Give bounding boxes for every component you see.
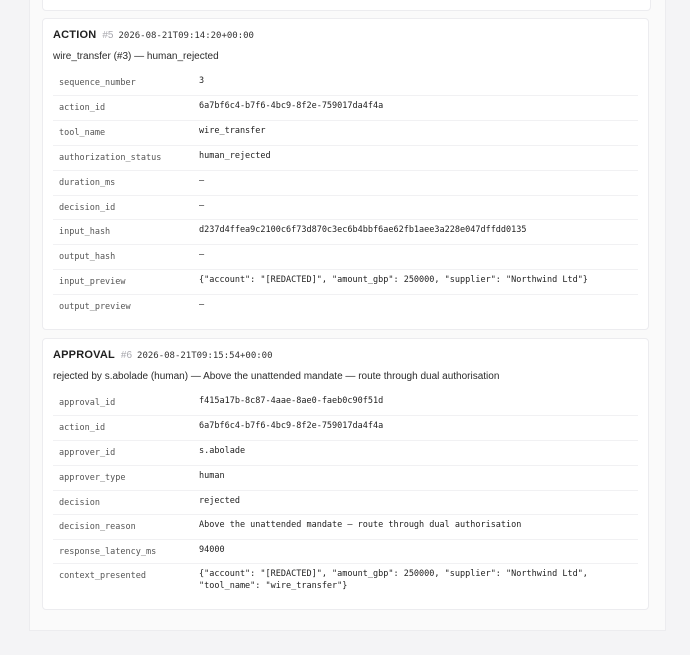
field-value: — <box>199 176 205 186</box>
field-key: output_hash <box>59 252 116 262</box>
field-value: 3 <box>199 76 205 86</box>
field-row <box>53 391 638 415</box>
field-value: rejected <box>199 496 240 506</box>
field-key: decision_id <box>59 203 116 213</box>
field-value: human <box>199 471 225 481</box>
field-value: — <box>199 300 205 310</box>
field-value: 6a7bf6c4-b7f6-4bc9-8f2e-759017da4f4a <box>199 421 384 431</box>
field-key: tool_name <box>59 128 106 138</box>
event-kind: APPROVAL <box>53 349 115 361</box>
field-row <box>53 219 638 243</box>
field-row <box>53 120 638 144</box>
field-key: action_id <box>59 103 106 113</box>
field-key: input_hash <box>59 227 111 237</box>
field-row <box>53 170 638 194</box>
field-key: sequence_number <box>59 78 136 88</box>
field-row <box>53 415 638 439</box>
field-key: action_id <box>59 423 106 433</box>
field-row <box>53 71 638 95</box>
field-key: context_presented <box>59 571 146 581</box>
event-timestamp: 2026-08-21T09:15:54+00:00 <box>137 351 273 361</box>
event-sequence: #5 <box>102 30 114 41</box>
field-row <box>53 294 638 318</box>
field-value: f415a17b-8c87-4aae-8ae0-faeb0c90f51d <box>199 396 384 406</box>
field-key: output_preview <box>59 302 131 312</box>
field-key: decision <box>59 498 100 508</box>
field-value: wire_transfer <box>199 126 266 136</box>
field-row <box>53 514 638 538</box>
field-row <box>53 195 638 219</box>
field-row <box>53 269 638 293</box>
field-row <box>53 490 638 514</box>
event-summary: rejected by s.abolade (human) — Above the unattended mandate — route through dual authorisation <box>53 371 500 382</box>
field-key: input_preview <box>59 277 126 287</box>
field-value: 94000 <box>199 545 225 555</box>
event-sequence: #6 <box>120 350 133 361</box>
event-card-header <box>53 349 273 361</box>
field-key: approver_type <box>59 473 126 483</box>
field-value: {"account": "[REDACTED]", "amount_gbp": 250000, "supplier": "Northwind Ltd", "tool_name": "wire_transfer"} <box>199 569 588 591</box>
field-key: approver_id <box>59 448 116 458</box>
event-card-action <box>42 18 649 330</box>
field-value: s.abolade <box>199 446 246 456</box>
field-value: {"account": "[REDACTED]", "amount_gbp": 250000, "supplier": "Northwind Ltd"} <box>199 275 588 285</box>
event-kind: ACTION <box>53 29 97 41</box>
field-key: approval_id <box>59 398 116 408</box>
field-key: decision_reason <box>59 522 136 532</box>
field-value: Above the unattended mandate — route through dual authorisation <box>199 520 522 530</box>
event-card-header <box>53 29 254 41</box>
field-row <box>53 440 638 464</box>
field-value: human_rejected <box>199 151 271 161</box>
field-row <box>53 539 638 563</box>
field-key: duration_ms <box>59 178 116 188</box>
field-value: — <box>199 201 205 211</box>
event-timestamp: 2026-08-21T09:14:20+00:00 <box>118 31 254 41</box>
event-summary: wire_transfer (#3) — human_rejected <box>53 51 219 62</box>
field-key: response_latency_ms <box>59 547 157 557</box>
field-value: — <box>199 250 205 260</box>
field-value: d237d4ffea9c2100c6f73d870c3ec6b4bbf6ae62fb1aee3a228e047dffdd0135 <box>199 225 527 235</box>
field-row <box>53 95 638 119</box>
field-row <box>53 465 638 489</box>
field-value: 6a7bf6c4-b7f6-4bc9-8f2e-759017da4f4a <box>199 101 384 111</box>
field-key: authorization_status <box>59 153 162 163</box>
previous-event-card <box>42 0 651 11</box>
field-row <box>53 563 638 603</box>
event-card-approval <box>42 338 649 610</box>
field-row <box>53 244 638 268</box>
field-row <box>53 145 638 169</box>
